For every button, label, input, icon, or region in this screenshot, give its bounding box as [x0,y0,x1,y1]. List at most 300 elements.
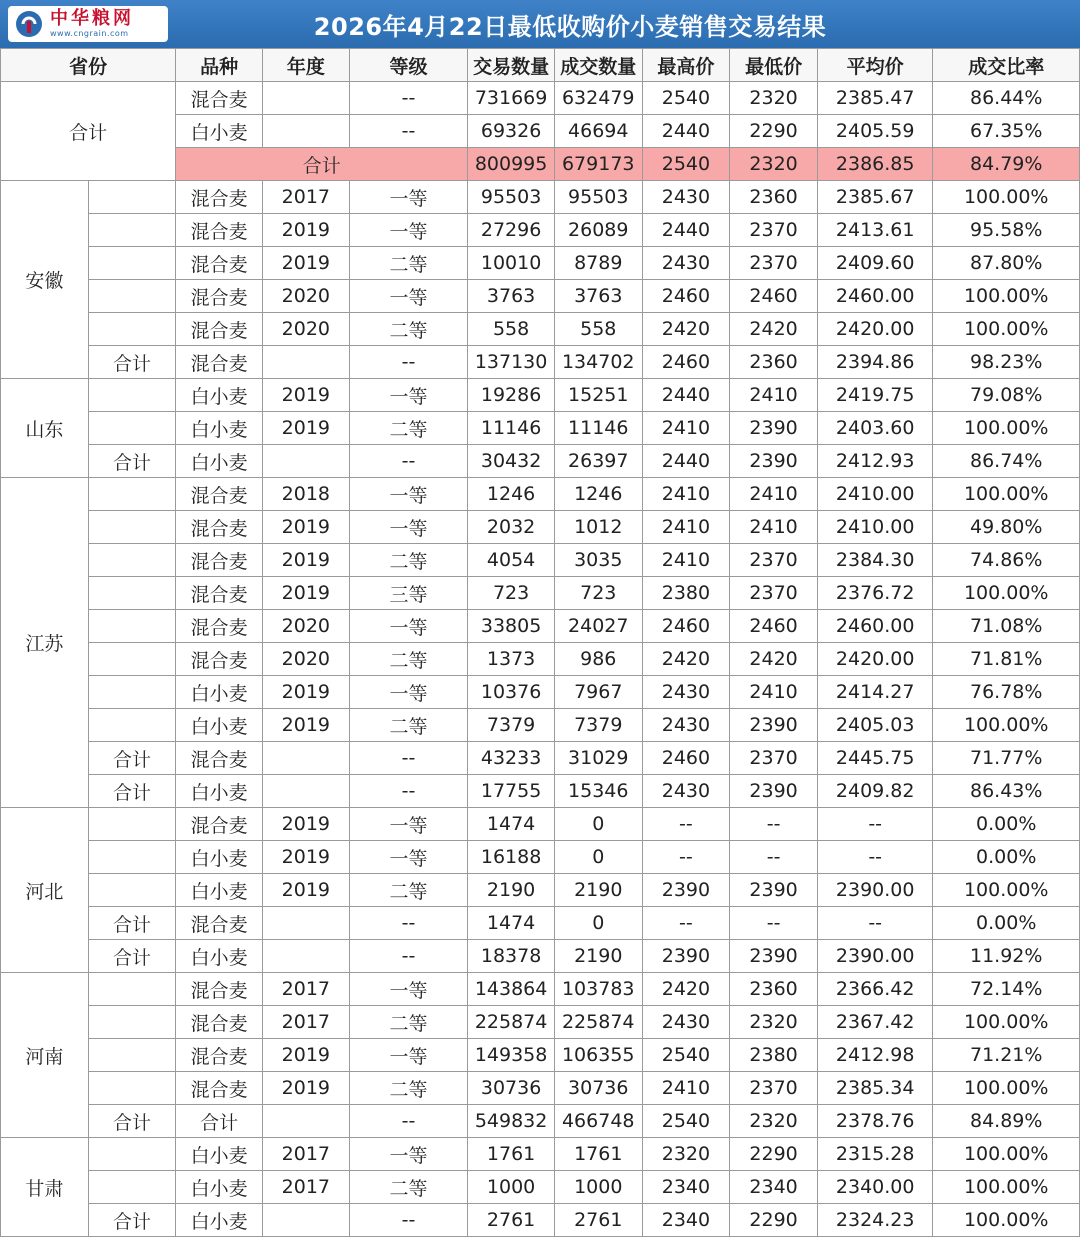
cell-avg: 2410.00 [817,478,933,511]
cell-trade: 16188 [468,841,555,874]
cell-high: -- [642,808,730,841]
cell-subtotal [88,709,176,742]
cell-variety: 混合麦 [176,577,263,610]
cell-subtotal [88,214,176,247]
table-row [1,874,1080,907]
table-row [1,544,1080,577]
cell-avg: 2405.03 [817,709,933,742]
cell-trade: 225874 [468,1006,555,1039]
province-name: 山东 [1,379,89,478]
cell-ratio: 84.79% [933,148,1080,181]
cell-low: 2460 [730,610,818,643]
table-row [1,511,1080,544]
cell-deal: 986 [554,643,642,676]
cell-variety: 白小麦 [176,412,263,445]
cell-variety: 白小麦 [176,775,263,808]
cell-low: 2370 [730,1072,818,1105]
table-row [1,247,1080,280]
table-row [1,709,1080,742]
cell-deal: 2190 [554,940,642,973]
cell-grade: 二等 [349,1171,468,1204]
total-row [1,82,1080,115]
cell-ratio: 71.77% [933,742,1080,775]
cell-ratio: 100.00% [933,709,1080,742]
cell-subtotal [88,313,176,346]
cell-deal: 11146 [554,412,642,445]
cell-avg: 2412.93 [817,445,933,478]
cell-low: 2370 [730,247,818,280]
col-header-trade-qty: 交易数量 [468,49,555,82]
table-row [1,676,1080,709]
col-header-variety: 品种 [176,49,263,82]
table-row [1,445,1080,478]
cell-high: 2460 [642,742,730,775]
province-name: 江苏 [1,478,89,808]
cell-low: 2390 [730,775,818,808]
cell-grade: -- [349,115,468,148]
cell-deal: 225874 [554,1006,642,1039]
cell-deal: 1000 [554,1171,642,1204]
col-header-avg-price: 平均价 [817,49,933,82]
cell-high: 2410 [642,511,730,544]
cell-grade: 一等 [349,280,468,313]
cell-deal: 723 [554,577,642,610]
cell-variety: 混合麦 [176,973,263,1006]
cell-high: 2460 [642,346,730,379]
cell-high: -- [642,907,730,940]
cell-ratio: 100.00% [933,478,1080,511]
cell-ratio: 100.00% [933,280,1080,313]
header-row [1,49,1080,82]
cell-grade: 一等 [349,841,468,874]
cell-grade: 一等 [349,973,468,1006]
cell-avg: 2410.00 [817,511,933,544]
col-header-low-price: 最低价 [730,49,818,82]
cell-ratio: 79.08% [933,379,1080,412]
cell-high: 2540 [642,1039,730,1072]
cell-high: 2460 [642,610,730,643]
cell-low: -- [730,841,818,874]
cell-trade: 27296 [468,214,555,247]
cell-variety: 混合麦 [176,511,263,544]
cell-trade: 1000 [468,1171,555,1204]
cell-ratio: 100.00% [933,1138,1080,1171]
cell-low: 2420 [730,313,818,346]
cell-ratio: 71.08% [933,610,1080,643]
cell-subtotal [88,610,176,643]
cell-deal: 15251 [554,379,642,412]
cell-variety: 混合麦 [176,346,263,379]
cell-variety: 白小麦 [176,379,263,412]
cell-variety: 白小麦 [176,940,263,973]
cell-year [263,1204,350,1237]
col-header-high-price: 最高价 [642,49,730,82]
cell-year: 2019 [263,247,350,280]
cell-avg: 2414.27 [817,676,933,709]
cell-low: 2320 [730,148,818,181]
cell-variety: 混合麦 [176,313,263,346]
cell-low: 2390 [730,412,818,445]
cell-deal: 2190 [554,874,642,907]
cell-deal: 95503 [554,181,642,214]
cell-year: 2017 [263,1171,350,1204]
cell-trade: 7379 [468,709,555,742]
cell-deal: 7967 [554,676,642,709]
cell-avg: -- [817,907,933,940]
cell-high: 2410 [642,544,730,577]
cell-grade: 三等 [349,577,468,610]
cell-high: 2430 [642,181,730,214]
cell-high: 2320 [642,1138,730,1171]
cell-subtotal: 合计 [88,907,176,940]
table-row [1,1006,1080,1039]
cell-subtotal [88,1039,176,1072]
table-row [1,841,1080,874]
cell-trade: 549832 [468,1105,555,1138]
grand-total-label: 合计 [176,148,468,181]
cell-low: 2320 [730,1006,818,1039]
cell-ratio: 11.92% [933,940,1080,973]
cell-high: 2430 [642,709,730,742]
cell-subtotal: 合计 [88,445,176,478]
cell-high: 2430 [642,1006,730,1039]
col-header-deal-ratio: 成交比率 [933,49,1080,82]
cell-ratio: 74.86% [933,544,1080,577]
cell-deal: 3763 [554,280,642,313]
cell-avg: 2405.59 [817,115,933,148]
cell-deal: 0 [554,808,642,841]
cell-avg: 2390.00 [817,940,933,973]
cell-subtotal [88,643,176,676]
table-row [1,181,1080,214]
cell-deal: 26089 [554,214,642,247]
cell-variety: 白小麦 [176,445,263,478]
cell-year [263,115,350,148]
cell-avg: 2445.75 [817,742,933,775]
cell-trade: 95503 [468,181,555,214]
cell-variety: 混合麦 [176,544,263,577]
cell-year: 2020 [263,610,350,643]
province-name: 河北 [1,808,89,973]
cell-year [263,445,350,478]
cell-deal: 558 [554,313,642,346]
cell-low: 2410 [730,676,818,709]
table-row [1,1138,1080,1171]
cell-avg: 2390.00 [817,874,933,907]
cell-grade: 一等 [349,214,468,247]
table-row [1,346,1080,379]
cell-subtotal [88,1171,176,1204]
cell-year [263,1105,350,1138]
cell-grade: 二等 [349,874,468,907]
cell-variety: 混合麦 [176,280,263,313]
cell-high: 2340 [642,1204,730,1237]
cell-avg: 2412.98 [817,1039,933,1072]
cell-variety: 白小麦 [176,676,263,709]
cell-avg: 2385.67 [817,181,933,214]
cell-low: 2340 [730,1171,818,1204]
cell-deal: 46694 [554,115,642,148]
cell-low: 2360 [730,181,818,214]
cell-grade: 二等 [349,643,468,676]
table-row [1,280,1080,313]
cell-year [263,940,350,973]
cell-variety: 混合麦 [176,1006,263,1039]
cell-year [263,346,350,379]
cell-subtotal [88,181,176,214]
cell-trade: 10010 [468,247,555,280]
cell-trade: 11146 [468,412,555,445]
cell-avg: 2384.30 [817,544,933,577]
cell-trade: 3763 [468,280,555,313]
cell-year: 2017 [263,973,350,1006]
table-row [1,1039,1080,1072]
cell-ratio: 84.89% [933,1105,1080,1138]
cell-trade: 10376 [468,676,555,709]
cell-variety: 混合麦 [176,181,263,214]
cell-avg: 2378.76 [817,1105,933,1138]
cell-year: 2019 [263,874,350,907]
cell-ratio: 72.14% [933,973,1080,1006]
table-row [1,214,1080,247]
cell-grade: -- [349,445,468,478]
cell-grade: -- [349,346,468,379]
cell-avg: 2413.61 [817,214,933,247]
cell-variety: 白小麦 [176,709,263,742]
cell-low: 2410 [730,379,818,412]
cell-low: 2410 [730,478,818,511]
cell-ratio: 71.21% [933,1039,1080,1072]
cell-grade: -- [349,1105,468,1138]
cell-subtotal [88,676,176,709]
cell-high: 2430 [642,247,730,280]
cell-subtotal [88,280,176,313]
cell-year: 2019 [263,1072,350,1105]
cell-deal: 466748 [554,1105,642,1138]
cell-grade: -- [349,940,468,973]
cell-deal: 2761 [554,1204,642,1237]
cell-high: 2540 [642,1105,730,1138]
logo-url: www.cngrain.com [50,29,129,38]
cell-ratio: 67.35% [933,115,1080,148]
logo-name: 中华粮网 [50,8,134,29]
cell-grade: 一等 [349,610,468,643]
logo-icon [14,9,44,39]
cell-avg: 2394.86 [817,346,933,379]
col-header-province: 省份 [1,49,176,82]
cell-deal: 24027 [554,610,642,643]
cell-high: 2440 [642,379,730,412]
page-title: 2026年4月22日最低收购价小麦销售交易结果 [313,12,827,41]
cell-high: 2390 [642,874,730,907]
cell-low: 2370 [730,214,818,247]
cell-low: 2290 [730,1138,818,1171]
cell-subtotal [88,247,176,280]
cell-high: 2430 [642,676,730,709]
cell-variety: 混合麦 [176,643,263,676]
cell-high: -- [642,841,730,874]
cell-grade: 一等 [349,676,468,709]
cell-trade: 1246 [468,478,555,511]
cell-avg: 2315.28 [817,1138,933,1171]
cell-avg: 2403.60 [817,412,933,445]
cell-low: -- [730,808,818,841]
cell-year: 2019 [263,511,350,544]
cell-low: 2390 [730,709,818,742]
cell-high: 2420 [642,973,730,1006]
cell-avg: 2409.82 [817,775,933,808]
cell-high: 2440 [642,445,730,478]
cell-trade: 2761 [468,1204,555,1237]
table-row [1,478,1080,511]
cell-subtotal [88,478,176,511]
cell-grade: 一等 [349,478,468,511]
table-row [1,742,1080,775]
cell-year: 2020 [263,313,350,346]
table-row [1,808,1080,841]
cell-grade: 二等 [349,1072,468,1105]
cell-ratio: 100.00% [933,313,1080,346]
cell-variety: 白小麦 [176,841,263,874]
cell-grade: 一等 [349,379,468,412]
cell-year: 2019 [263,544,350,577]
cell-grade: 二等 [349,544,468,577]
cell-high: 2410 [642,412,730,445]
cell-year: 2017 [263,1006,350,1039]
cell-deal: 106355 [554,1039,642,1072]
cell-year: 2017 [263,1138,350,1171]
cell-avg: 2460.00 [817,610,933,643]
cell-avg: 2420.00 [817,643,933,676]
cell-low: 2290 [730,115,818,148]
cell-year: 2019 [263,808,350,841]
cell-high: 2540 [642,148,730,181]
cell-avg: -- [817,841,933,874]
cell-avg: 2367.42 [817,1006,933,1039]
cell-ratio: 100.00% [933,874,1080,907]
cell-avg: 2376.72 [817,577,933,610]
cell-deal: 103783 [554,973,642,1006]
cell-deal: 15346 [554,775,642,808]
cell-ratio: 49.80% [933,511,1080,544]
cell-subtotal: 合计 [88,346,176,379]
table-row [1,1171,1080,1204]
cell-grade: 一等 [349,808,468,841]
cell-low: 2420 [730,643,818,676]
cell-grade: -- [349,907,468,940]
cell-year: 2017 [263,181,350,214]
table-row [1,907,1080,940]
cell-high: 2390 [642,940,730,973]
cell-deal: 31029 [554,742,642,775]
cell-high: 2420 [642,313,730,346]
cell-variety: 白小麦 [176,874,263,907]
cell-variety: 混合麦 [176,82,263,115]
cell-avg: 2386.85 [817,148,933,181]
cell-deal: 1012 [554,511,642,544]
cell-ratio: 76.78% [933,676,1080,709]
cell-trade: 4054 [468,544,555,577]
cell-grade: 一等 [349,1138,468,1171]
cell-avg: 2420.00 [817,313,933,346]
cell-deal: 134702 [554,346,642,379]
cell-low: 2390 [730,874,818,907]
cell-ratio: 100.00% [933,1006,1080,1039]
cell-low: 2380 [730,1039,818,1072]
cell-trade: 2190 [468,874,555,907]
cell-trade: 558 [468,313,555,346]
cell-ratio: 100.00% [933,577,1080,610]
cell-ratio: 86.44% [933,82,1080,115]
cell-year [263,775,350,808]
cell-year: 2020 [263,643,350,676]
total-label: 合计 [1,82,176,181]
cell-deal: 0 [554,907,642,940]
table-row [1,412,1080,445]
cell-year: 2019 [263,412,350,445]
cell-trade: 69326 [468,115,555,148]
cell-trade: 1474 [468,907,555,940]
cell-ratio: 98.23% [933,346,1080,379]
cell-low: 2320 [730,82,818,115]
cell-high: 2410 [642,478,730,511]
cell-ratio: 100.00% [933,181,1080,214]
cell-low: 2390 [730,940,818,973]
cell-low: 2290 [730,1204,818,1237]
cell-trade: 43233 [468,742,555,775]
cell-trade: 33805 [468,610,555,643]
table-row [1,610,1080,643]
cell-trade: 723 [468,577,555,610]
cell-grade: 二等 [349,412,468,445]
table-row [1,313,1080,346]
cell-ratio: 95.58% [933,214,1080,247]
cell-deal: 3035 [554,544,642,577]
cell-high: 2460 [642,280,730,313]
cell-avg: 2419.75 [817,379,933,412]
cell-ratio: 100.00% [933,1204,1080,1237]
cell-variety: 白小麦 [176,1171,263,1204]
cell-grade: 一等 [349,1039,468,1072]
col-header-year: 年度 [263,49,350,82]
cell-trade: 1761 [468,1138,555,1171]
cell-high: 2380 [642,577,730,610]
cell-avg: 2385.47 [817,82,933,115]
cell-high: 2420 [642,643,730,676]
cell-high: 2340 [642,1171,730,1204]
table-row [1,643,1080,676]
cell-low: 2320 [730,1105,818,1138]
cell-deal: 1246 [554,478,642,511]
cell-avg: 2366.42 [817,973,933,1006]
cell-trade: 30432 [468,445,555,478]
table-row [1,1105,1080,1138]
cell-deal: 8789 [554,247,642,280]
cell-grade: 一等 [349,511,468,544]
cell-ratio: 86.43% [933,775,1080,808]
cell-subtotal [88,379,176,412]
cell-grade: -- [349,1204,468,1237]
cell-avg: 2460.00 [817,280,933,313]
cell-ratio: 87.80% [933,247,1080,280]
cell-ratio: 86.74% [933,445,1080,478]
col-header-deal-qty: 成交数量 [554,49,642,82]
cell-variety: 混合麦 [176,1072,263,1105]
cell-variety: 混合麦 [176,247,263,280]
cell-year: 2019 [263,577,350,610]
cell-grade: -- [349,742,468,775]
cell-ratio: 0.00% [933,808,1080,841]
